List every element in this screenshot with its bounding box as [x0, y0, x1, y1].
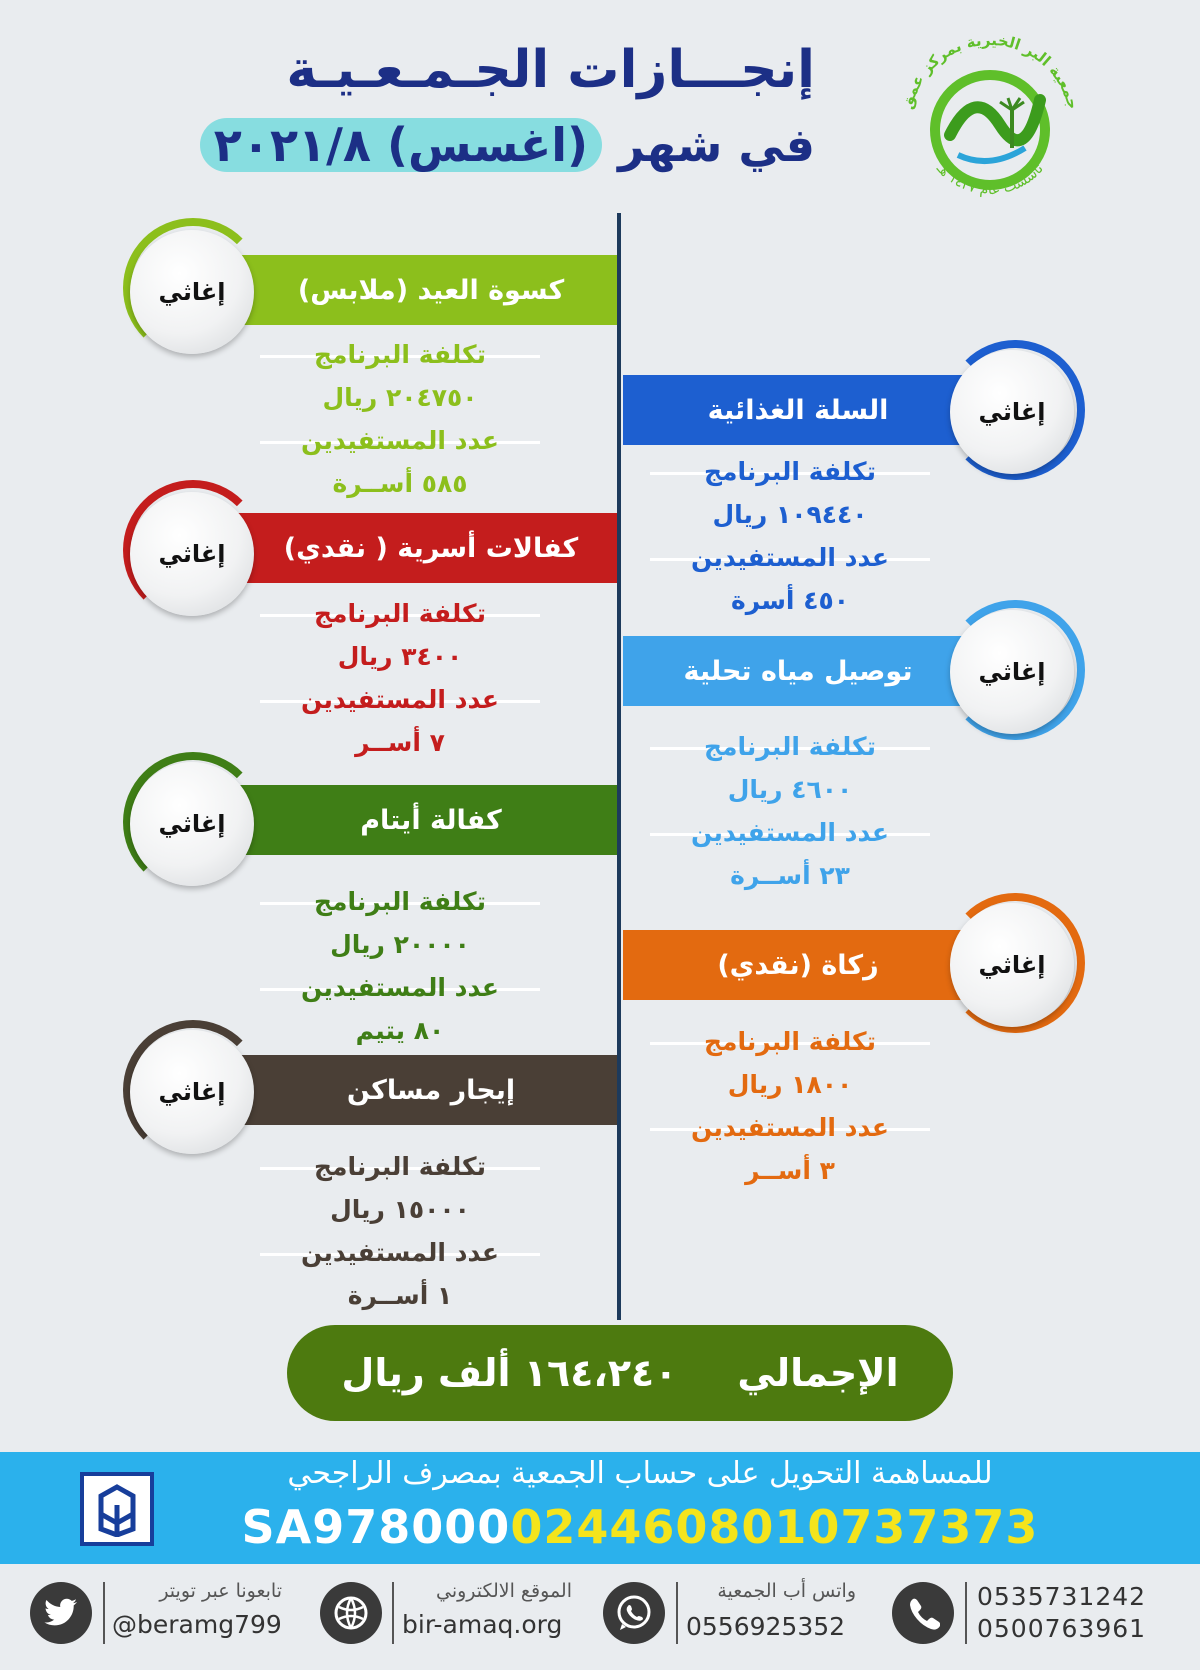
category-badge: إغاثي [130, 492, 254, 616]
bank-transfer-text: للمساهمة التحويل على حساب الجمعية بمصرف الراجحي [287, 1456, 993, 1491]
beneficiaries-label: عدد المستفيدين [640, 1106, 940, 1149]
iban-account: 0244608010737373 [510, 1500, 1039, 1554]
beneficiaries-label: عدد المستفيدين [640, 536, 940, 579]
beneficiaries-label: عدد المستفيدين [250, 966, 550, 1009]
twitter-handle[interactable]: @beramg799 [112, 1610, 282, 1639]
association-logo [880, 30, 1100, 200]
program-title-banner: كفالة أيتام [215, 785, 617, 855]
program-title-banner: كسوة العيد (ملابس) [215, 255, 617, 325]
iban-number[interactable] [180, 1500, 1100, 1554]
cost-label: تكلفة البرنامج [250, 333, 550, 376]
logo-name-text: جمعية البر الخيرية بمركز عمق [897, 30, 1083, 111]
cost-label: تكلفة البرنامج [640, 725, 940, 768]
program-details [640, 450, 940, 622]
website-label: الموقع الالكتروني [435, 1580, 572, 1602]
program-details [250, 880, 550, 1052]
whatsapp-label: واتس أب الجمعية [717, 1580, 856, 1602]
beneficiaries-value: ٥٨٥ أســرة [332, 469, 468, 498]
cost-label: تكلفة البرنامج [250, 880, 550, 923]
cost-value: ٤٦٠٠ ريال [727, 775, 853, 804]
total-value: ١٦٤،٢٤٠ ألف ريال [341, 1351, 678, 1395]
beneficiaries-label: عدد المستفيدين [640, 811, 940, 854]
subtitle-prefix: في شهر [618, 118, 815, 172]
iban-prefix: SA978000 [241, 1500, 511, 1554]
beneficiaries-value: ٧ أســر [355, 728, 445, 757]
footer-divider [392, 1582, 394, 1644]
bank-logo-icon [80, 1472, 154, 1546]
cost-value: ٢٠٤٧٥٠ ريال [322, 383, 478, 412]
twitter-label: تابعونا عبر تويتر [159, 1580, 282, 1602]
program-title-banner: السلة الغذائية [623, 375, 983, 445]
twitter-icon[interactable] [30, 1582, 92, 1644]
beneficiaries-value: ٢٣ أســرة [730, 861, 850, 890]
program-details [640, 725, 940, 897]
program-title-banner: إيجار مساكن [215, 1055, 617, 1125]
program-details [250, 1145, 550, 1317]
category-badge: إغاثي [130, 1030, 254, 1154]
timeline-spine [617, 213, 621, 1320]
subtitle-date: ٢٠٢١/٨ [213, 118, 371, 172]
cost-value: ٢٠٠٠٠ ريال [330, 930, 470, 959]
category-badge: إغاثي [130, 762, 254, 886]
beneficiaries-value: ٣ أســر [745, 1156, 835, 1185]
category-badge: إغاثي [950, 610, 1074, 734]
footer-divider [676, 1582, 678, 1644]
program-title-banner: زكاة (نقدي) [623, 930, 983, 1000]
program-details [250, 592, 550, 764]
cost-label: تكلفة البرنامج [250, 592, 550, 635]
beneficiaries-label: عدد المستفيدين [250, 1231, 550, 1274]
footer-divider [965, 1582, 967, 1644]
beneficiaries-label: عدد المستفيدين [250, 419, 550, 462]
logo-founded-text: تأسست عام ١٤٣٧ هـ [933, 160, 1047, 199]
cost-value: ١٨٠٠ ريال [727, 1070, 853, 1099]
cost-value: ١٥٠٠٠ ريال [330, 1195, 470, 1224]
cost-value: ٣٤٠٠ ريال [337, 642, 463, 671]
page-subtitle [55, 118, 815, 172]
phone-icon[interactable] [892, 1582, 954, 1644]
whatsapp-number[interactable]: 0556925352 [686, 1612, 846, 1641]
total-pill [287, 1325, 953, 1421]
cost-label: تكلفة البرنامج [640, 1020, 940, 1063]
program-title-banner: كفالات أسرية ( نقدي) [215, 513, 617, 583]
footer-divider [103, 1582, 105, 1644]
phone-number-1[interactable]: 0535731242 [977, 1582, 1147, 1611]
beneficiaries-value: ٨٠ يتيم [355, 1016, 445, 1045]
cost-value: ١٠٩٤٤٠ ريال [712, 500, 868, 529]
subtitle-highlight [200, 118, 602, 172]
phone-number-2[interactable]: 0500763961 [977, 1614, 1147, 1643]
category-badge: إغاثي [130, 230, 254, 354]
beneficiaries-value: ٤٥٠ أسرة [731, 586, 849, 615]
total-label: الإجمالي [737, 1351, 899, 1395]
beneficiaries-value: ١ أســرة [347, 1281, 453, 1310]
subtitle-month: (اغسس) [387, 118, 589, 172]
cost-label: تكلفة البرنامج [250, 1145, 550, 1188]
whatsapp-icon[interactable] [603, 1582, 665, 1644]
category-badge: إغاثي [950, 903, 1074, 1027]
cost-label: تكلفة البرنامج [640, 450, 940, 493]
program-title-banner: توصيل مياه تحلية [623, 636, 983, 706]
program-details [250, 333, 550, 505]
website-url[interactable]: bir-amaq.org [402, 1610, 563, 1639]
page-title: إنجـــازات الجـمـعـيـة [286, 40, 815, 100]
category-badge: إغاثي [950, 350, 1074, 474]
beneficiaries-label: عدد المستفيدين [250, 678, 550, 721]
globe-icon[interactable] [320, 1582, 382, 1644]
program-details [640, 1020, 940, 1192]
